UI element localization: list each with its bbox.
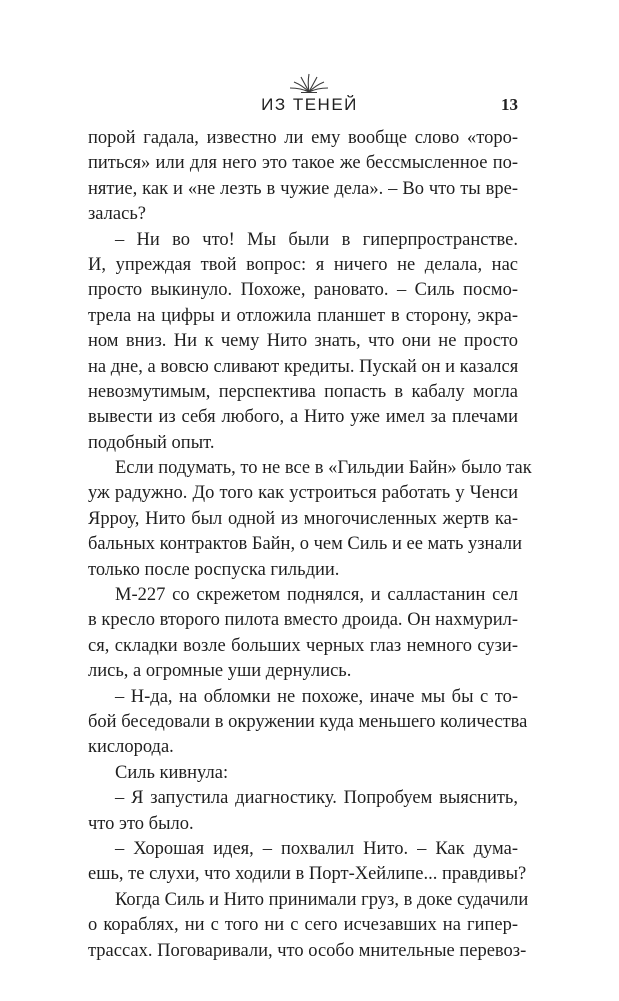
text-line: только после роспуска гильдии. [88,559,340,580]
text-line: Если подумать, то не все в «Гильдии Байн» было так [115,458,532,479]
text-line: в кресло второго пилота вместо дроида. Он нахмурил- [88,610,518,631]
text-line: залась? [88,204,146,225]
body-text [88,126,532,964]
text-line: трела на цифры и отложила планшет в сторону, экра- [88,305,518,326]
text-line: И, упреждая твой вопрос: я ничего не делала, нас [88,254,518,275]
text-line: ешь, те слухи, что ходили в Порт-Хейлипе... правдивы? [88,864,527,885]
text-line: ном вниз. Ни к чему Нито знать, что они не просто [88,331,518,352]
text-line: вывести из себя любого, а Нито уже имел за плечами [88,407,518,428]
text-line: лись, а огромные уши дернулись. [88,661,352,682]
text-line: кислорода. [88,737,174,758]
text-line: ся, складки возле больших черных глаз немного сузи- [88,635,518,656]
text-line: уж радужно. До того как устроиться работать у Ченси [88,483,518,504]
text-line: на дне, а вовсю сливают кредиты. Пускай он и казался [88,356,519,377]
text-line: – Ни во что! Мы были в гиперпространстве. [115,229,518,250]
text-line: нятие, как и «не лезть в чужие дела». – Во что ты вре- [88,178,518,199]
text-line: что это было. [88,813,194,834]
text-line: Когда Силь и Нито принимали груз, в доке судачили [115,889,529,910]
text-line: бой беседовали в окружении куда меньшего количества [88,711,528,732]
text-line: невозмутимым, перспектива попасть в кабалу могла [88,381,518,402]
text-line: о кораблях, ни с того ни с сего исчезавших на гипер- [88,915,518,936]
text-line: подобный опыт. [88,432,215,453]
fleuron-icon [279,72,339,94]
text-line: Ярроу, Нито был одной из многочисленных жертв ка- [88,508,518,529]
page-number: 13 [501,95,518,114]
running-header-title: ИЗ ТЕНЕЙ [261,95,358,114]
text-line: Силь кивнула: [115,762,229,783]
text-line: – Н-да, на обломки не похоже, иначе мы бы с то- [115,686,518,707]
text-line: порой гадала, известно ли ему вообще слово «торо- [88,128,518,148]
text-line: трассах. Поговаривали, что особо мнительные перевоз- [88,940,527,961]
text-line: питься» или для него это такое же бессмысленное по- [88,153,518,174]
text-line: – Хорошая идея, – похвалил Нито. – Как дума- [115,838,518,859]
text-line: – Я запустила диагностику. Попробуем выяснить, [115,788,518,809]
text-line: М-227 со скрежетом поднялся, и салластанин сел [115,585,518,606]
text-line: бальных контрактов Байн, о чем Силь и ее мать узнали [88,534,522,555]
text-line: просто выкинуло. Похоже, рановато. – Силь посмо- [88,280,518,301]
